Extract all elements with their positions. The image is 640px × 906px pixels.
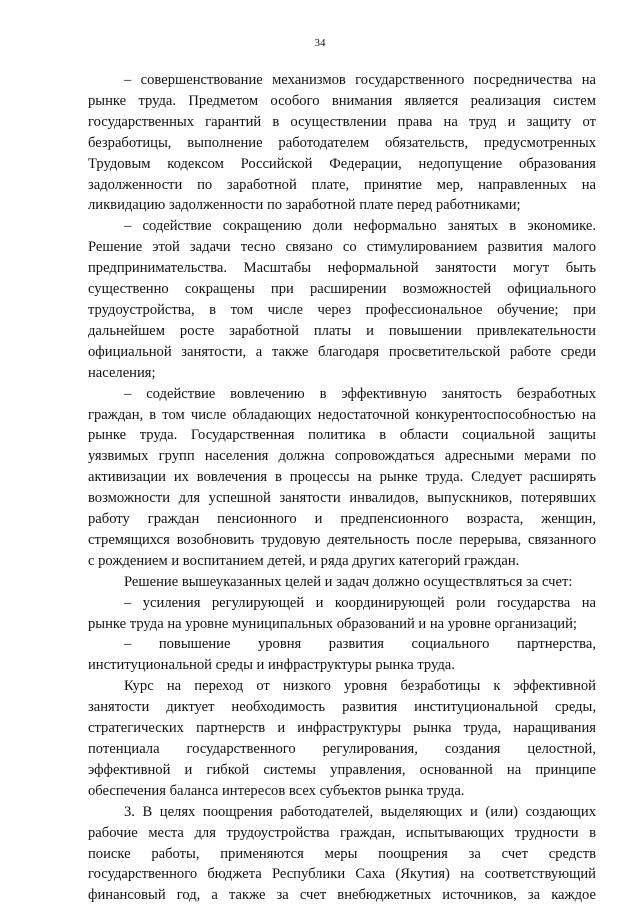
paragraph	[88, 216, 596, 383]
text-line: государственного бюджета Республики Саха (Якутия) на соответствующий	[88, 866, 596, 883]
text-line: – усиления регулирующей и координирующей роли государства на	[124, 594, 596, 611]
text-line: рабочие места для трудоустройства граждан, испытывающих трудности в	[88, 824, 596, 841]
text-line: Курс на переход от низкого уровня безработицы к эффективной	[124, 678, 596, 695]
text-line: официальной занятости, а также благодаря просветительской работе среди	[88, 343, 596, 360]
text-line: ликвидацию задолженности по заработной плате перед работниками;	[88, 197, 521, 214]
text-line: существенно сокращены при расширении возможностей официального	[88, 281, 596, 298]
text-line: государственных гарантий в осуществлении права на труд и защиту от	[88, 113, 596, 130]
text-line: рынке труда. Предметом особого внимания является реализация систем	[88, 92, 596, 109]
text-line: рынке труда. Государственная политика в области социальной защиты	[88, 427, 596, 444]
page-number: 34	[314, 37, 326, 49]
text-line: 3. В целях поощрения работодателей, выделяющих и (или) создающих	[124, 803, 596, 820]
text-line: рынке труда на уровне муниципальных образований и на уровне организаций;	[88, 615, 577, 632]
text-line: безработицы, выполнение работодателем обязательств, предусмотренных	[88, 134, 596, 151]
text-line: – содействие вовлечению в эффективную занятость безработных	[124, 385, 596, 402]
paragraph	[88, 593, 596, 635]
text-line: институциональной среды и инфраструктуры рынка труда.	[88, 657, 455, 674]
text-line: – повышение уровня развития социального партнерства,	[124, 636, 596, 653]
text-line: уязвимых групп населения должна сопровождаться адресными мерами по	[88, 448, 596, 465]
paragraph	[88, 676, 596, 801]
paragraph	[88, 634, 596, 676]
text-line: стратегических партнерств и инфраструктуры рынка труда, наращивания	[88, 720, 596, 737]
text-line: трудоустройства, в том числе через профессиональное обучение; при	[88, 301, 596, 318]
paragraph	[88, 384, 596, 572]
text-line: занятости диктует необходимость развития институциональной среды,	[88, 699, 596, 716]
text-line: эффективной и гибкой системы управления, основанной на принципе	[88, 761, 596, 778]
text-line: дальнейшем росте заработной платы и повышении привлекательности	[88, 322, 596, 339]
text-line: предпринимательства. Масштабы неформальной занятости могут быть	[88, 260, 596, 277]
text-line: задолженности по заработной плате, принятие мер, направленных на	[88, 176, 596, 193]
text-line: с рождением и воспитанием детей, и ряда других категорий граждан.	[88, 552, 520, 569]
paragraph	[88, 572, 596, 593]
text-line: Решение вышеуказанных целей и задач должно осуществляться за счет:	[124, 573, 573, 590]
text-line: населения;	[88, 364, 156, 381]
text-line: Трудовым кодексом Российской Федерации, недопущение образования	[88, 155, 596, 172]
text-line: поиске работы, применяются меры поощрения за счет средств	[88, 845, 596, 862]
text-line: стремящихся возобновить трудовую деятельность после перерыва, связанного	[88, 531, 596, 548]
text-line: потенциала государственного регулирования, создания целостной,	[88, 741, 596, 757]
text-line: финансовый год, а также за счет внебюджетных источников, за каждое	[88, 887, 596, 904]
paragraph	[88, 802, 596, 906]
paragraph	[88, 70, 596, 216]
body-text	[88, 70, 596, 906]
text-line: активизации их вовлечения в процессы на рынке труда. Следует расширять	[88, 469, 596, 486]
text-line: граждан, в том числе обладающих недостаточной конкурентоспособностью на	[88, 406, 596, 423]
text-line: – содействие сокращению доли неформально занятых в экономике.	[124, 218, 596, 235]
text-line: Решение этой задачи тесно связано со стимулированием развития малого	[88, 239, 596, 256]
text-line: работу граждан пенсионного и предпенсионного возраста, женщин,	[88, 511, 596, 528]
text-line: обеспечения баланса интересов всех субъектов рынка труда.	[88, 782, 465, 799]
text-line: – совершенствование механизмов государственного посредничества на	[124, 72, 596, 88]
text-line: возможности для успешной занятости инвалидов, выпускников, потерявших	[88, 490, 596, 507]
